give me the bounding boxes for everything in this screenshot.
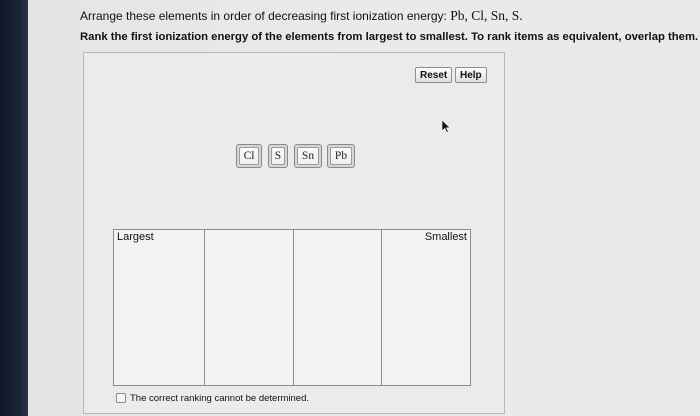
mouse-pointer-icon xyxy=(441,119,451,133)
element-tile-pb[interactable] xyxy=(327,144,355,168)
reset-button[interactable]: Reset xyxy=(415,67,452,83)
question-prompt xyxy=(80,8,523,24)
element-tile-label: Pb xyxy=(330,147,352,165)
element-tile-label: Cl xyxy=(239,147,259,165)
left-sidebar-strip xyxy=(0,0,28,416)
ranking-slot-3[interactable] xyxy=(294,230,382,385)
question-instruction: Rank the first ionization energy of the elements from largest to smallest. To rank items as equivalent, overlap them. xyxy=(80,31,699,43)
cannot-determine-label: The correct ranking cannot be determined. xyxy=(130,392,310,404)
element-tile-label: S xyxy=(271,147,285,165)
element-tile-s[interactable] xyxy=(268,144,288,168)
ranking-slot-2[interactable] xyxy=(205,230,294,385)
element-tile-sn[interactable] xyxy=(294,144,322,168)
question-prompt-text: Arrange these elements in order of decreasing first ionization energy: xyxy=(80,9,447,23)
cannot-determine-option[interactable] xyxy=(116,391,309,405)
element-tile-cl[interactable] xyxy=(236,144,262,168)
cannot-determine-checkbox[interactable] xyxy=(116,393,126,403)
help-button[interactable]: Help xyxy=(455,67,487,83)
smallest-label: Smallest xyxy=(424,231,467,243)
ranking-slot-1[interactable] xyxy=(114,230,205,385)
largest-label: Largest xyxy=(117,231,154,243)
question-elements: Pb, Cl, Sn, S. xyxy=(450,8,523,23)
ranking-drop-area xyxy=(113,229,471,386)
element-tile-label: Sn xyxy=(297,147,319,165)
ranking-slot-4[interactable] xyxy=(382,230,470,385)
